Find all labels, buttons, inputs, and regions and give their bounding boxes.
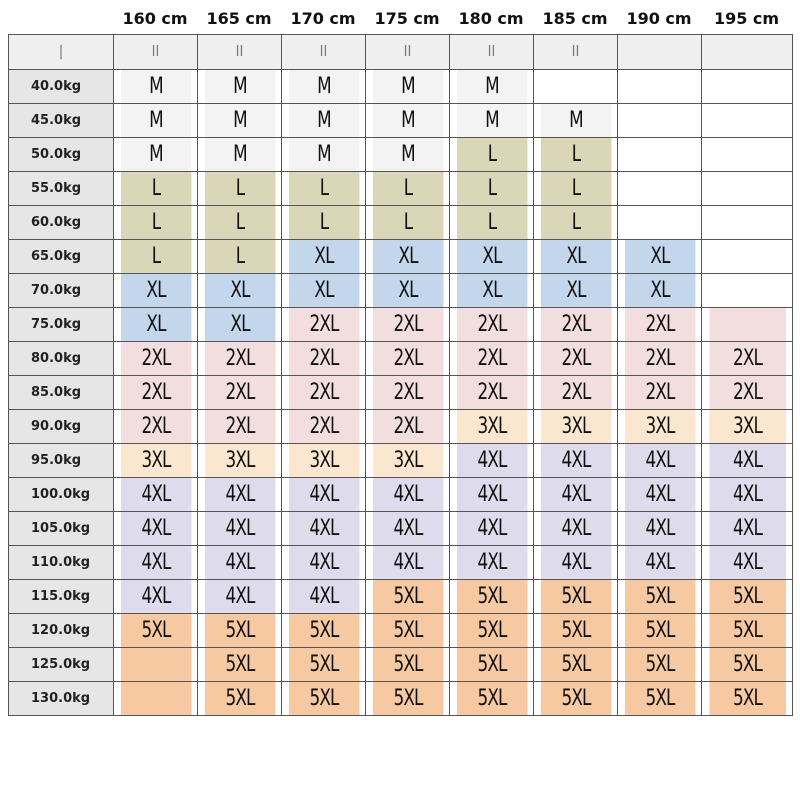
size-cell: 2XL	[372, 376, 443, 410]
size-cell: 4XL	[456, 478, 527, 512]
tick-cell	[114, 35, 198, 70]
weight-label: 90.0kg	[9, 410, 114, 444]
size-cell: 4XL	[708, 546, 785, 580]
size-cell: M	[204, 70, 275, 104]
size-cell: 4XL	[372, 478, 443, 512]
size-cell	[708, 138, 785, 172]
weight-label: 120.0kg	[9, 614, 114, 648]
size-cell: 2XL	[708, 342, 785, 376]
tick-cell	[9, 35, 114, 70]
size-cell: 4XL	[120, 478, 191, 512]
size-cell: 4XL	[624, 444, 695, 478]
height-label: 175 cm	[374, 9, 440, 28]
size-cell: 5XL	[540, 580, 611, 614]
size-row	[9, 138, 793, 172]
size-cell: M	[372, 70, 443, 104]
tick-cell	[282, 35, 366, 70]
size-cell: XL	[120, 274, 191, 308]
size-cell: 2XL	[456, 376, 527, 410]
size-cell: 2XL	[288, 376, 359, 410]
size-row	[9, 444, 793, 478]
size-cell: 4XL	[204, 478, 275, 512]
size-cell: 2XL	[120, 410, 191, 444]
weight-label: 110.0kg	[9, 546, 114, 580]
weight-label: 100.0kg	[9, 478, 114, 512]
size-cell: XL	[288, 274, 359, 308]
size-cell: L	[288, 172, 359, 206]
size-cell: M	[120, 104, 191, 138]
tick-cell	[534, 35, 618, 70]
size-cell: 3XL	[288, 444, 359, 478]
size-cell: 5XL	[456, 614, 527, 648]
size-row	[9, 648, 793, 682]
size-cell: L	[456, 138, 527, 172]
weight-label: 45.0kg	[9, 104, 114, 138]
size-cell: 5XL	[708, 580, 785, 614]
size-cell: 3XL	[456, 410, 527, 444]
size-cell: XL	[204, 308, 275, 342]
size-cell: 5XL	[204, 682, 275, 716]
tick-cell	[366, 35, 450, 70]
height-header-row	[0, 6, 800, 32]
size-cell: 4XL	[120, 546, 191, 580]
tick-cell	[702, 35, 793, 70]
size-cell: 2XL	[456, 342, 527, 376]
size-cell: XL	[288, 240, 359, 274]
size-cell: 5XL	[708, 614, 785, 648]
size-cell	[624, 138, 695, 172]
size-row	[9, 682, 793, 716]
size-cell: L	[456, 206, 527, 240]
size-cell: M	[204, 138, 275, 172]
size-cell: L	[120, 240, 191, 274]
height-label: 170 cm	[290, 9, 356, 28]
weight-label: 130.0kg	[9, 682, 114, 716]
height-label: 160 cm	[122, 9, 188, 28]
size-cell	[624, 104, 695, 138]
size-cell: 4XL	[288, 546, 359, 580]
size-cell	[708, 104, 785, 138]
size-row	[9, 512, 793, 546]
size-cell: 5XL	[204, 648, 275, 682]
size-cell: 4XL	[456, 546, 527, 580]
size-cell: 4XL	[372, 512, 443, 546]
size-row	[9, 172, 793, 206]
size-cell: M	[288, 104, 359, 138]
size-row	[9, 342, 793, 376]
size-cell: 2XL	[372, 410, 443, 444]
size-cell: 5XL	[120, 614, 191, 648]
size-cell: XL	[120, 308, 191, 342]
weight-label: 40.0kg	[9, 70, 114, 104]
size-cell: 4XL	[540, 546, 611, 580]
size-cell: 4XL	[120, 580, 191, 614]
weight-label: 75.0kg	[9, 308, 114, 342]
size-cell: 2XL	[204, 376, 275, 410]
height-label: 190 cm	[626, 9, 692, 28]
size-cell: M	[204, 104, 275, 138]
size-cell: M	[120, 70, 191, 104]
size-cell: 3XL	[624, 410, 695, 444]
size-cell: 5XL	[372, 648, 443, 682]
size-cell: 4XL	[288, 512, 359, 546]
size-row	[9, 478, 793, 512]
weight-label: 70.0kg	[9, 274, 114, 308]
weight-label: 55.0kg	[9, 172, 114, 206]
weight-label: 60.0kg	[9, 206, 114, 240]
size-cell: 5XL	[624, 648, 695, 682]
size-cell: XL	[204, 274, 275, 308]
weight-label: 50.0kg	[9, 138, 114, 172]
size-cell: L	[540, 138, 611, 172]
size-cell: M	[456, 70, 527, 104]
size-cell: 5XL	[540, 648, 611, 682]
tick-mark: ll	[151, 44, 160, 60]
tick-mark: |	[58, 44, 64, 60]
size-cell: 5XL	[540, 614, 611, 648]
size-cell	[708, 274, 785, 308]
weight-label: 125.0kg	[9, 648, 114, 682]
size-cell	[708, 240, 785, 274]
size-row	[9, 206, 793, 240]
tick-mark: ll	[235, 44, 244, 60]
size-cell: 4XL	[624, 478, 695, 512]
size-cell: 4XL	[456, 444, 527, 478]
size-cell: M	[456, 104, 527, 138]
size-cell: 4XL	[708, 512, 785, 546]
size-cell: XL	[372, 240, 443, 274]
tick-mark: ll	[571, 44, 580, 60]
size-cell: 5XL	[456, 682, 527, 716]
size-cell	[624, 206, 695, 240]
size-cell: 2XL	[204, 410, 275, 444]
size-cell: 2XL	[288, 308, 359, 342]
size-cell: 3XL	[204, 444, 275, 478]
size-cell: L	[456, 172, 527, 206]
size-cell: L	[204, 206, 275, 240]
size-cell: 4XL	[708, 478, 785, 512]
size-cell: L	[204, 172, 275, 206]
size-cell: 4XL	[372, 546, 443, 580]
size-cell: 4XL	[540, 478, 611, 512]
size-cell: XL	[372, 274, 443, 308]
size-cell	[624, 172, 695, 206]
size-cell: 4XL	[540, 444, 611, 478]
size-cell: 2XL	[540, 376, 611, 410]
size-cell	[708, 206, 785, 240]
size-cell: M	[288, 70, 359, 104]
size-cell	[708, 70, 785, 104]
size-cell: XL	[456, 240, 527, 274]
size-cell: 2XL	[288, 342, 359, 376]
size-cell: 2XL	[708, 376, 785, 410]
size-cell: M	[540, 104, 611, 138]
size-cell: XL	[540, 240, 611, 274]
size-cell: 4XL	[456, 512, 527, 546]
size-cell: XL	[624, 274, 695, 308]
tick-cell	[618, 35, 702, 70]
size-cell: 5XL	[708, 682, 785, 716]
weight-label: 115.0kg	[9, 580, 114, 614]
size-cell: 2XL	[372, 342, 443, 376]
size-cell: 4XL	[288, 580, 359, 614]
size-cell: 4XL	[204, 546, 275, 580]
size-cell: 4XL	[540, 512, 611, 546]
size-cell: 5XL	[204, 614, 275, 648]
height-label: 185 cm	[542, 9, 608, 28]
size-cell	[708, 308, 785, 342]
weight-label: 80.0kg	[9, 342, 114, 376]
size-cell: 5XL	[288, 648, 359, 682]
height-label: 195 cm	[713, 9, 780, 28]
size-cell: 3XL	[708, 410, 785, 444]
size-cell: 5XL	[624, 682, 695, 716]
size-cell: 4XL	[708, 444, 785, 478]
size-row	[9, 410, 793, 444]
size-cell: M	[288, 138, 359, 172]
size-cell: 2XL	[204, 342, 275, 376]
size-cell: L	[540, 206, 611, 240]
size-row	[9, 580, 793, 614]
size-cell: 5XL	[288, 682, 359, 716]
weight-label: 105.0kg	[9, 512, 114, 546]
size-cell: 2XL	[624, 376, 695, 410]
size-cell: 4XL	[624, 512, 695, 546]
size-cell: 2XL	[120, 376, 191, 410]
size-cell: 4XL	[624, 546, 695, 580]
size-cell: L	[288, 206, 359, 240]
size-cell: 4XL	[204, 580, 275, 614]
size-cell: 5XL	[540, 682, 611, 716]
size-cell: L	[372, 206, 443, 240]
weight-label: 95.0kg	[9, 444, 114, 478]
tick-cell	[198, 35, 282, 70]
weight-label: 65.0kg	[9, 240, 114, 274]
size-cell: 2XL	[120, 342, 191, 376]
size-cell: M	[372, 104, 443, 138]
size-cell: 5XL	[372, 580, 443, 614]
size-cell: 4XL	[288, 478, 359, 512]
weight-label: 85.0kg	[9, 376, 114, 410]
size-row	[9, 240, 793, 274]
size-cell: 5XL	[372, 614, 443, 648]
size-cell	[624, 70, 695, 104]
size-cell: 2XL	[624, 342, 695, 376]
size-cell: 2XL	[540, 308, 611, 342]
size-cell	[540, 70, 611, 104]
size-row	[9, 308, 793, 342]
size-cell: XL	[624, 240, 695, 274]
size-cell	[120, 682, 191, 716]
size-row	[9, 274, 793, 308]
size-cell	[120, 648, 191, 682]
size-cell: XL	[540, 274, 611, 308]
size-row	[9, 376, 793, 410]
size-cell: 5XL	[288, 614, 359, 648]
tick-row	[9, 35, 793, 70]
size-cell: 5XL	[456, 648, 527, 682]
size-cell: XL	[456, 274, 527, 308]
size-cell: L	[204, 240, 275, 274]
size-cell: 4XL	[120, 512, 191, 546]
size-row	[9, 546, 793, 580]
size-cell: 5XL	[372, 682, 443, 716]
height-label: 165 cm	[206, 9, 272, 28]
size-cell: 3XL	[372, 444, 443, 478]
size-cell: 5XL	[456, 580, 527, 614]
tick-mark: ll	[319, 44, 328, 60]
size-cell: 5XL	[708, 648, 785, 682]
size-cell: 3XL	[540, 410, 611, 444]
size-cell: M	[120, 138, 191, 172]
size-cell: 5XL	[624, 580, 695, 614]
tick-cell	[450, 35, 534, 70]
size-cell: 2XL	[372, 308, 443, 342]
size-cell: L	[120, 206, 191, 240]
size-cell: 2XL	[624, 308, 695, 342]
size-cell: L	[120, 172, 191, 206]
size-cell: 2XL	[456, 308, 527, 342]
size-row	[9, 614, 793, 648]
size-cell: L	[540, 172, 611, 206]
size-cell: L	[372, 172, 443, 206]
size-row	[9, 104, 793, 138]
size-row	[9, 70, 793, 104]
tick-mark: ll	[403, 44, 412, 60]
size-cell: 5XL	[624, 614, 695, 648]
size-chart-table	[8, 34, 793, 716]
size-cell: 4XL	[204, 512, 275, 546]
size-cell: 3XL	[120, 444, 191, 478]
size-cell: 2XL	[288, 410, 359, 444]
size-cell: 2XL	[540, 342, 611, 376]
height-label: 180 cm	[458, 9, 524, 28]
size-cell	[708, 172, 785, 206]
size-cell: M	[372, 138, 443, 172]
tick-mark: ll	[487, 44, 496, 60]
